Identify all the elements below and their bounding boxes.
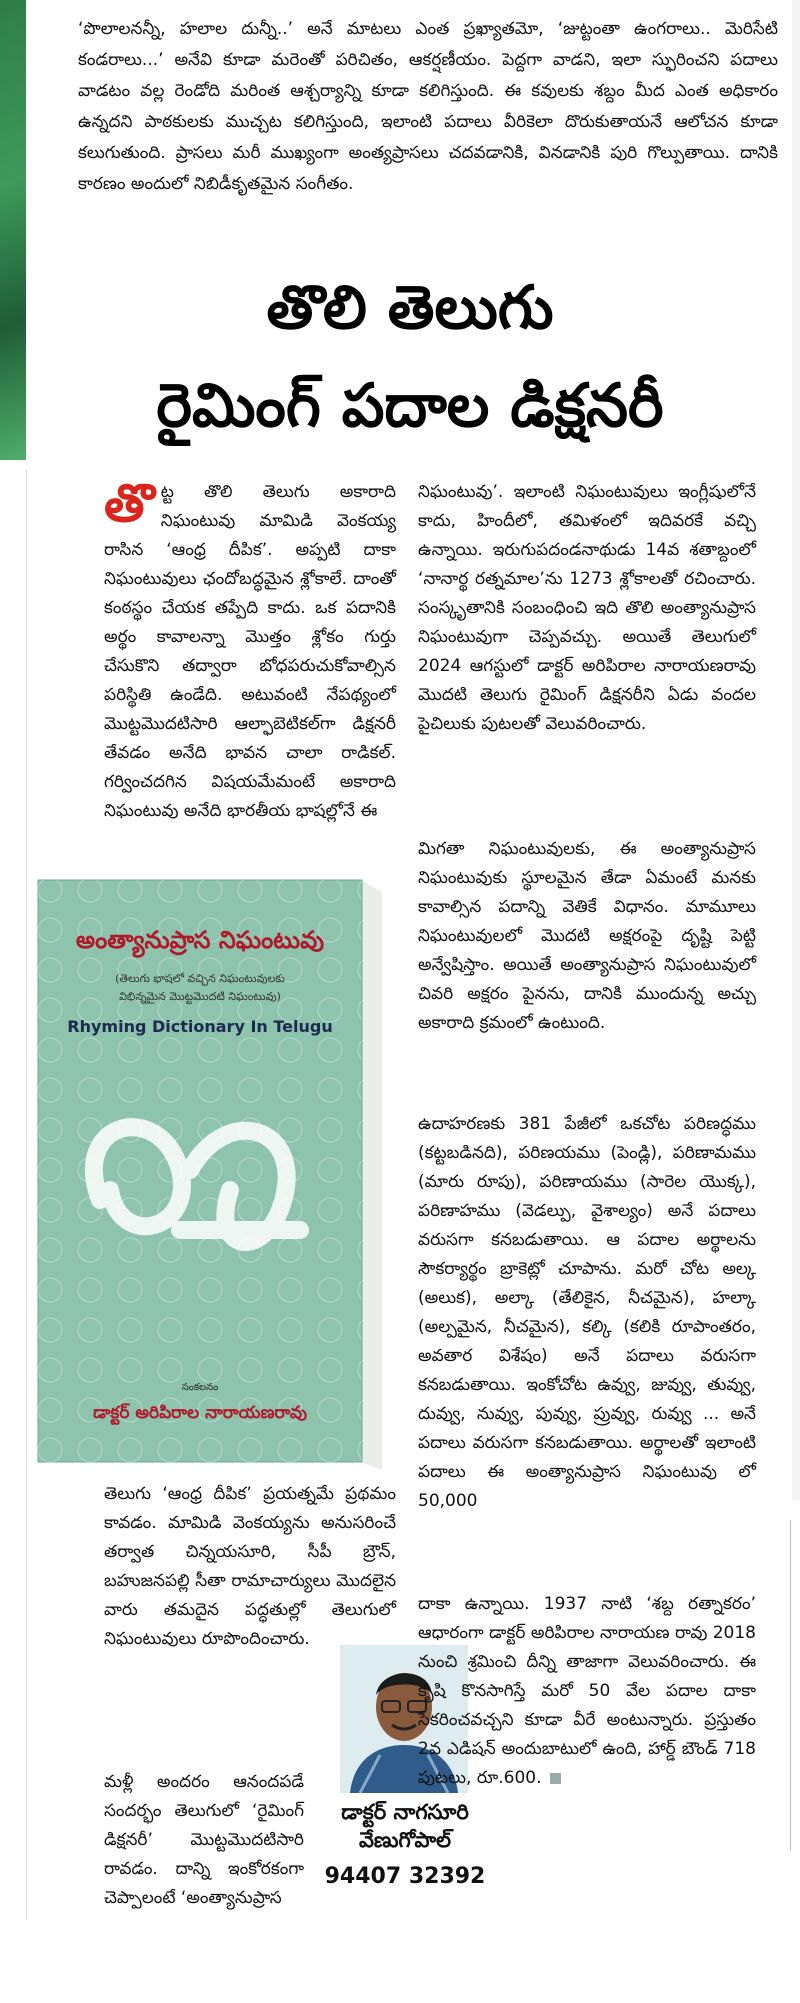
column-7-body: దాకా ఉన్నాయి. 1937 నాటి ‘శబ్ద రత్నాకరం’ ఆధారంగా డాక్టర్ అరిపిరాల నారాయణ రావు 2018 నుంచి శ్రమించి దీన్ని తాజాగా వెలువరించారు. ఈ కృషి కొనసాగిస్తే మరో 50 వేల పదాల దాకా సేకరించవచ్చని కూడా వీరే అంటున్నారు. ప్రస్తుతం 2వ ఎడిషన్ అందుబాటులో ఉంది, హార్డ్ బౌండ్ 718 పుటలు, రూ.600. [418,1594,756,1788]
book-subtitle-2: విభిన్నమైన మొట్టమొదటి నిఘంటువు) [119,990,281,1003]
byline-name-1: డాక్టర్ నాగసూరి [341,1800,469,1824]
left-page-image-strip [0,0,26,460]
book-english-title: Rhyming Dictionary In Telugu [67,1017,333,1036]
drop-cap: తొ [104,474,155,534]
headline-line-2: రైమింగ్ పదాల డిక్షనరీ [156,371,664,441]
end-mark [550,1773,561,1784]
intro-paragraph: ‘పొలాలనన్నీ, హలాల దున్నీ..’ అనే మాటలు ఎంత ప్రఖ్యాతమో, ‘జుట్టంతా ఉంగరాలు.. మెరిసేటి కండరాలు...’ అనేవి కూడా మరెంతో పరిచితం, ఆకర్షణీయం. పెద్దగా వాడని, ఇలా స్ఫురించని పదాలు వాడటం వల్ల రెండోది మరింత ఆశ్చర్యాన్ని కూడా కలిగిస్తుంది. ఈ కవులకు శబ్దం మీద ఎంత అధికారం ఉన్నదని పాఠకులకు ముచ్చట కలిగిస్తుంది, ఇలాంటి పదాలు వీరికెలా దొరుకుతాయనే ఆలోచన కూడా కలుగుతుంది. ప్రాసలు మరీ ముఖ్యంగా అంత్యప్రాసలు చదవడానికి, వినడానికి పురి గొల్పుతాయి. దానికి కారణం అందులో నిబిడీకృతమైన సంగీతం. [78,19,778,194]
column-1-text [104,474,396,826]
column-7-text [418,1590,756,1793]
book-pages-edge [360,880,382,1470]
byline-phone: 94407 32392 [324,1864,486,1889]
adjacent-column-fragment [0,470,27,1920]
column-4-text: ఉదాహరణకు 381 పేజీలో ఒకచోట పరిణద్ధము (కట్టబడినది), పరిణయము (పెండ్లి), పరిణామము (మారు రూపు), పరిణాయము (సారెల యొక్క), పరిణాహము (వెడల్పు, వైశాల్యం) అనే పదాలు వరుసగా కనబడుతాయి. ఆ పదాల అర్థాలను సౌకర్యార్థం బ్రాకెట్లో చూపాను. మరో చోట అల్క (అలుక), అల్కా (తేలికైన, నీచమైన), హల్కా (అల్పమైన, నీచమైన), కల్కి (కలికి రూపాంతరం, అవతార విశేషం) అనే పదాలు వరుసగా కనబడుతాయి. ఇంకోచోట ఉవ్వు, జువ్వు, తువ్వు, దువ్వు, నువ్వు, పువ్వు, ప్రువ్వు, రువ్వు ... అనే పదాలు వరుసగా కనబడుతాయి. అర్థాలతో ఇలాంటి పదాలు ఈ అంత్యానుప్రాస నిఘంటువు లో 50,000 [418,1114,756,1511]
book-author: డాక్టర్ అరిపిరాల నారాయణరావు [93,1403,307,1423]
column-2-text: నిఘంటువు’. ఇలాంటి నిఘంటువులు ఇంగ్లీషులోనే కాదు, హిందీలో, తమిళంలో ఇదివరకే వచ్చి ఉన్నాయి. ఇరుగుపదండనాథుడు 14వ శతాబ్దంలో ‘నానార్థ రత్నమాల’ను 1273 శ్లోకాలతో రచించారు. సంస్కృతానికి సంబంధించి ఇది తొలి అంత్యానుప్రాస నిఘంటువుగా చెప్పవచ్చు. అయితే తెలుగులో 2024 ఆగస్టులో డాక్టర్ అరిపిరాల నారాయణరావు మొదటి తెలుగు రైమింగ్ డిక్షనరీని ఏడు వందల పైచిలుకు పుటలతో వెలువరించారు. [418,482,756,734]
column-3-text: మిగతా నిఘంటువులకు, ఈ అంత్యానుప్రాస నిఘంటువుకు స్థూలమైన తేడా ఏమంటే మనకు కావాల్సిన పదాన్ని వెతికే విధానం. మామూలు నిఘంటువులలో మొదటి అక్షరంపై దృష్టి పెట్టి అన్వేషిస్తాం. అయితే అంత్యానుప్రాస నిఘంటువులో చివరి అక్షరం పైనను, దానికి ముందున్న అచ్చు అకారాది క్రమంలో ఉంటుంది. [418,839,756,1033]
right-page-edge [792,0,800,1500]
book-subtitle-1: (తెలుగు భాషలో వచ్చిన నిఘంటువులకు [115,972,285,985]
column-1-body: ట్ట తొలి తెలుగు అకారాది నిఘంటువు మామిడి వెంకయ్య రాసిన ‘ఆంధ్ర దీపిక’. అప్పటి దాకా నిఘంటువులు ఛందోబద్ధమైన శ్లోకాలే. దాంతో కంఠస్థం చేయక తప్పేది కాదు. ఒక పదానికి అర్థం కావాలన్నా మొత్తం శ్లోకం గుర్తు చేసుకొని తద్వారా బోధపరుచుకోవాల్సిన పరిస్థితి ఉండేది. అటువంటి నేపథ్యంలో మొట్టమొదటిసారి ఆల్ఫాబెటికల్‌గా డిక్షనరీ తేవడం అనేది భావన చాలా రాడికల్. గర్వించదగిన విషయమేమంటే అకారాది నిఘంటువు అనేది భారతీయ భాషల్లోనే ఈ [104,482,396,821]
book-cover-image [30,870,390,1480]
headline-line-1: తొలి తెలుగు [266,273,554,343]
book-author-label: సంకలనం [181,1382,219,1393]
book-title: అంత్యానుప్రాస నిఘంటువు [75,926,325,954]
column-5-text: తెలుగు ‘ఆంధ్ర దీపిక’ ప్రయత్నమే ప్రథమం కావడం. మామిడి వెంకయ్యను అనుసరించే తర్వాత చిన్నయసూరి, సీపీ బ్రౌన్, బహుజనపల్లి సీతా రామాచార్యులు మొదలైన వారు తమదైన పద్ధతుల్లో తెలుగులో నిఘంటువులు రూపొందించారు. [104,1484,396,1649]
byline [320,1798,490,1892]
adjacent-box-edge [790,1520,800,1850]
column-6-text: మళ్లీ అందరం ఆనందపడే సందర్భం తెలుగులో ‘రైమింగ్ డిక్షనరీ’ మొట్టమొదటిసారి రావడం. దాన్ని ఇంకోరకంగా చెప్పాలంటే ‘అంత్యానుప్రాస [104,1772,304,1908]
byline-name-2: వేణుగోపాల్ [359,1828,451,1852]
